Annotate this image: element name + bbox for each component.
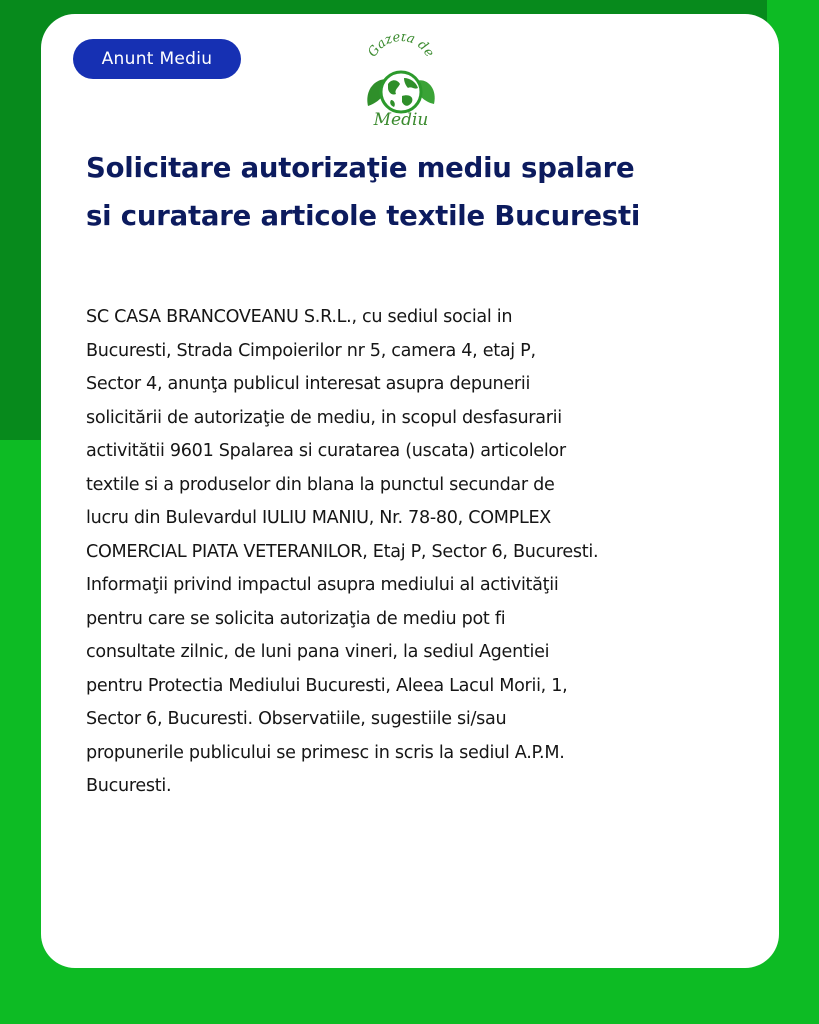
body-line: Bucuresti. [86, 776, 172, 796]
logo-graphic [358, 34, 444, 130]
svg-text:Gazeta de [365, 34, 437, 60]
body-line: pentru Protectia Mediului Bucuresti, Aleea Lacul Morii, 1, [86, 675, 568, 696]
announcement-body [86, 301, 754, 804]
body-line: textile si a produselor din blana la punctul secundar de [86, 474, 555, 495]
body-line: SC CASA BRANCOVEANU S.R.L., cu sediul social in [86, 307, 513, 327]
body-line: propunerile publicului se primesc in scris la sediul A.P.M. [86, 742, 565, 763]
body-line: Sector 6, Bucuresti. Observatiile, sugestiile si/sau [86, 709, 507, 729]
gazeta-de-mediu-logo [358, 34, 444, 130]
announcement-title [86, 144, 756, 240]
body-line: activitătii 9601 Spalarea si curatarea (uscata) articolelor [86, 441, 566, 461]
body-line: pentru care se solicita autorizaţia de mediu pot fi [86, 608, 506, 629]
logo-text-bottom: Mediu [373, 110, 429, 130]
body-line: Sector 4, anunţa publicul interesat asupra depunerii [86, 374, 531, 394]
body-line: COMERCIAL PIATA VETERANILOR, Etaj P, Sector 6, Bucuresti. [86, 541, 599, 562]
category-badge: Anunt Mediu [73, 39, 241, 79]
body-line: solicitării de autorizaţie de mediu, in scopul desfasurarii [86, 407, 562, 428]
logo-text-top: Gazeta de [365, 34, 437, 60]
body-line: lucru din Bulevardul IULIU MANIU, Nr. 78-80, COMPLEX [86, 508, 552, 528]
body-line: Informaţii privind impactul asupra mediului al activităţii [86, 575, 559, 595]
body-line: consultate zilnic, de luni pana vineri, la sediul Agentiei [86, 642, 550, 662]
body-line: Bucuresti, Strada Cimpoierilor nr 5, camera 4, etaj P, [86, 340, 536, 361]
title-line: Solicitare autorizaţie mediu spalare [86, 152, 635, 184]
title-line: si curatare articole textile Bucuresti [86, 200, 641, 232]
